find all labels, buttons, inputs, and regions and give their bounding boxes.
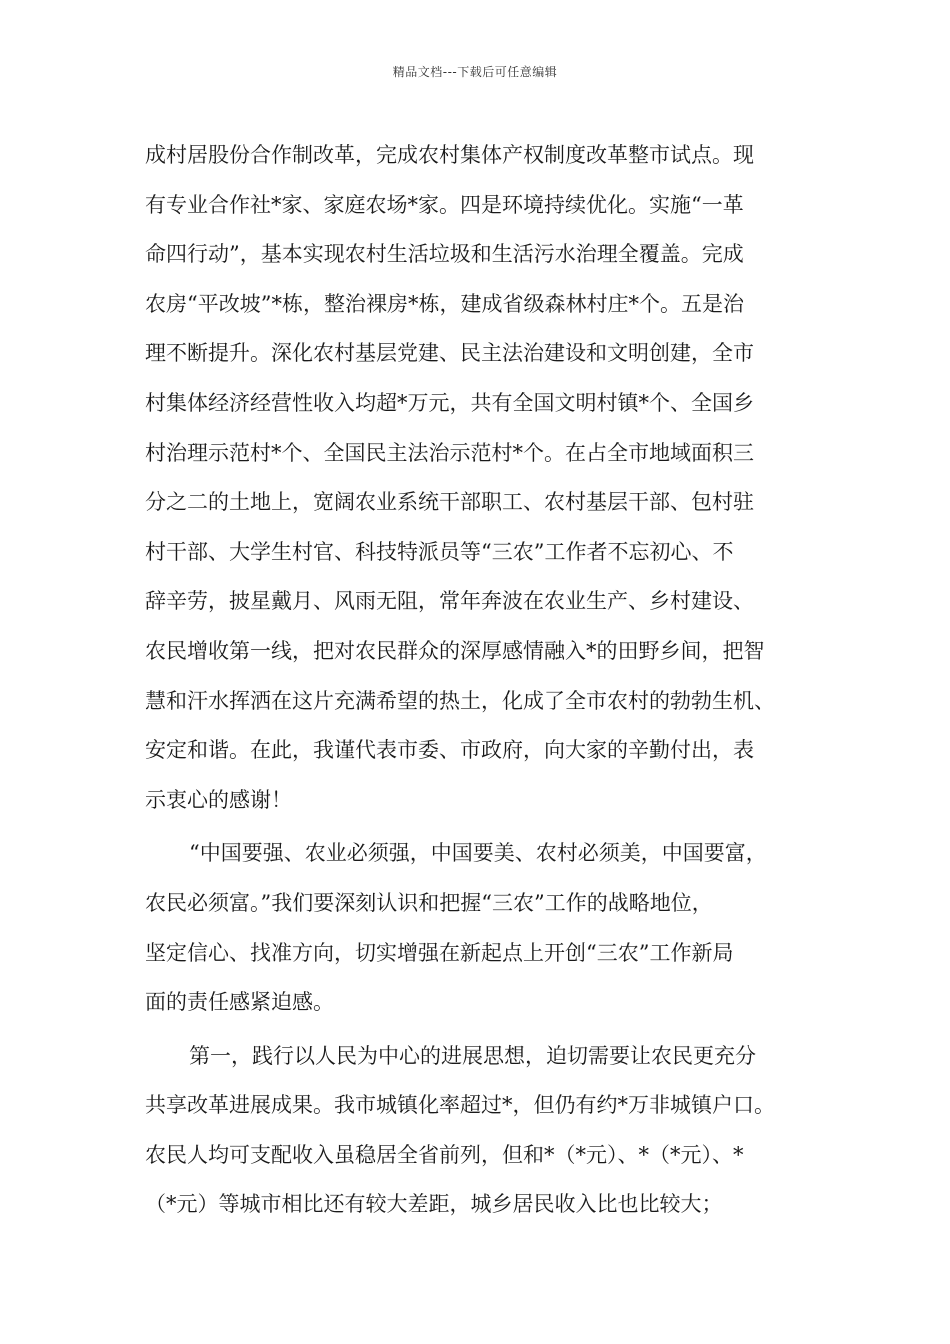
text-line: “中国要强、农业必须强，中国要美、农村必须美，中国要富， [189, 841, 767, 866]
paragraph-1 [145, 131, 825, 825]
text-line: 村干部、大学生村官、科技特派员等“三农”工作者不忘初心、不 [145, 539, 734, 564]
paragraph-3 [145, 1032, 825, 1230]
text-line: 辞辛劳，披星戴月、风雨无阻，常年奔波在农业生产、乡村建设、 [145, 589, 754, 614]
text-line: 有专业合作社*家、家庭农场*家。四是环境持续优化。实施“一革 [145, 192, 744, 217]
text-line: 共享改革进展成果。我市城镇化率超过*，但仍有约*万非城镇户口。 [145, 1093, 775, 1118]
text-line: 第一，践行以人民为中心的进展思想，迫切需要让农民更充分 [189, 1043, 756, 1068]
document-body [145, 131, 825, 1230]
text-line: 理不断提升。深化农村基层党建、民主法治建设和文明创建，全市 [145, 341, 754, 366]
text-line: 农房“平改坡”*栋，整治裸房*栋，建成省级森林村庄*个。五是治 [145, 291, 744, 316]
text-line: 农民增收第一线，把对农民群众的深厚感情融入*的田野乡间，把智 [145, 638, 765, 663]
text-line: 示衷心的感谢！ [145, 787, 292, 812]
text-line: 成村居股份合作制改革，完成农村集体产权制度改革整市试点。现 [145, 143, 754, 167]
text-line: 面的责任感紧迫感。 [145, 990, 334, 1015]
text-line: 命四行动”，基本实现农村生活垃圾和生活污水治理全覆盖。完成 [145, 242, 744, 267]
text-line: 农民必须富。”我们要深刻认识和把握“三农”工作的战略地位， [145, 890, 713, 915]
text-line: 分之二的土地上，宽阔农业系统干部职工、农村基层干部、包村驻 [145, 490, 754, 515]
text-line: 村集体经济经营性收入均超*万元，共有全国文明村镇*个、全国乡 [145, 390, 754, 415]
text-line: 安定和谐。在此，我谨代表市委、市政府，向大家的辛勤付出，表 [145, 738, 754, 763]
text-line: （*元）等城市相比还有较大差距，城乡居民收入比也比较大； [145, 1192, 723, 1217]
text-line: 坚定信心、找准方向，切实增强在新起点上开创“三农”工作新局 [145, 940, 734, 965]
text-line: 村治理示范村*个、全国民主法治示范村*个。在占全市地域面积三 [145, 440, 754, 465]
page-header: 精品文档---下载后可任意编辑 [392, 65, 558, 79]
text-line: 慧和汗水挥洒在这片充满希望的热土，化成了全市农村的勃勃生机、 [145, 688, 775, 713]
paragraph-2 [145, 829, 825, 1027]
text-line: 农民人均可支配收入虽稳居全省前列，但和*（*元）、*（*元）、* [145, 1142, 744, 1167]
